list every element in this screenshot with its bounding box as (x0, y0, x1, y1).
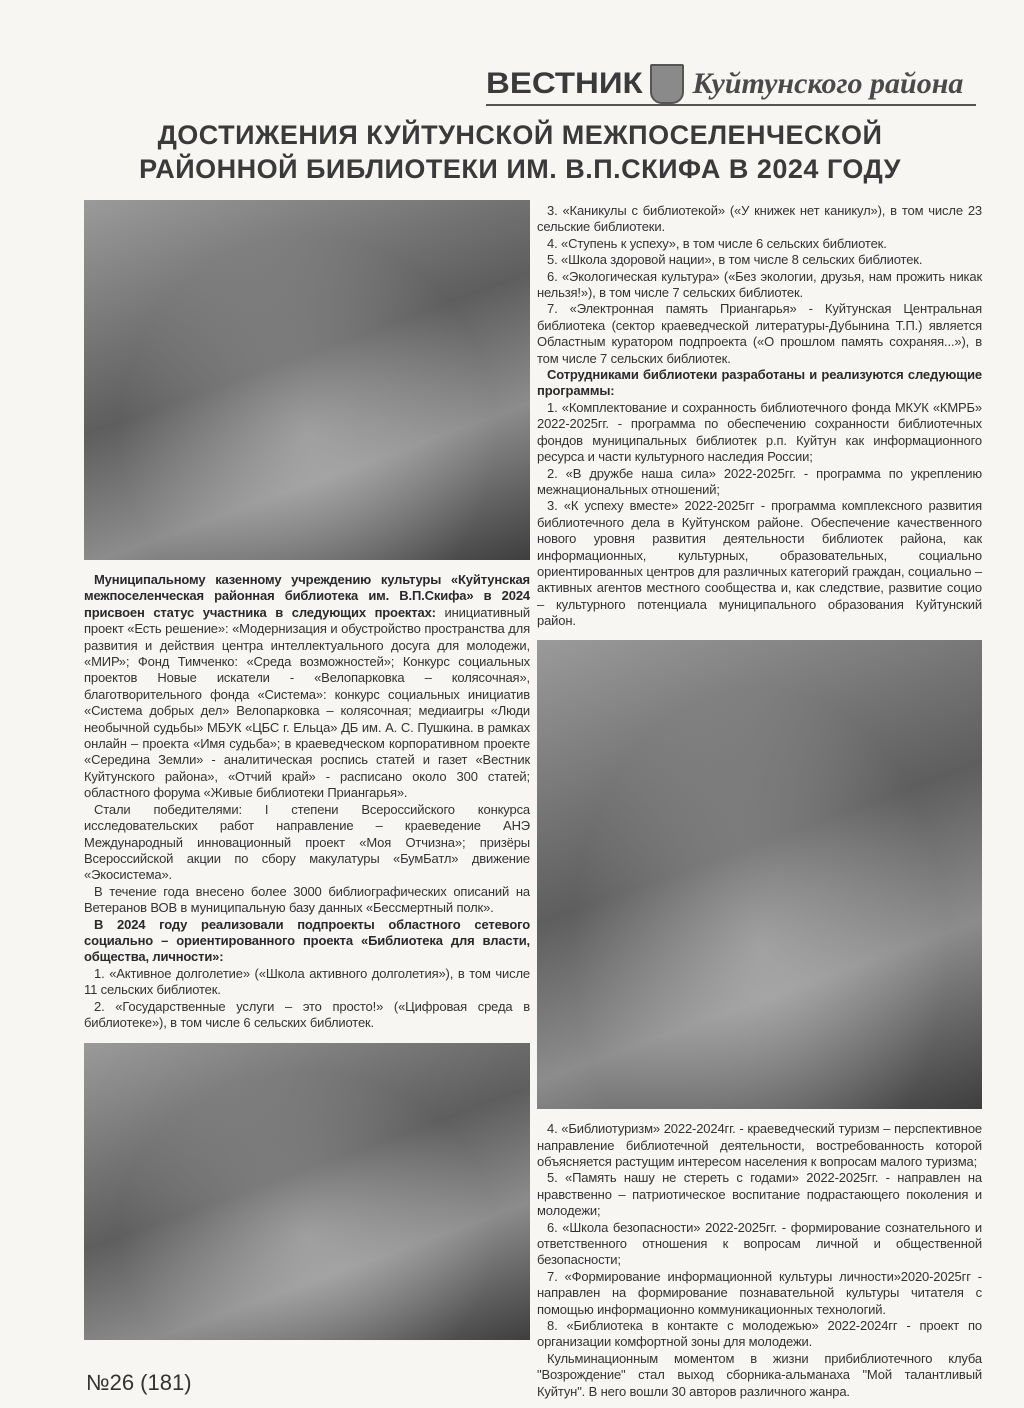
seminar-photo (537, 640, 982, 1110)
workshop-photo (84, 1043, 530, 1340)
right-column-text-bottom (537, 1121, 982, 1400)
paragraph (537, 203, 982, 236)
paragraph-lead: Сотрудниками библиотеки разработаны и реализуются следующие программы: (537, 367, 982, 399)
group-photo (84, 200, 530, 560)
paragraph (537, 367, 982, 400)
paragraph-text: инициативный проект «Есть решение»: «Модернизация и обустройство пространства для развития и действия центра интеллектуального досуга для молодежи, «МИР»; Фонд Тимченко: «Среда возможностей»; Конкурс социальных проектов Новые искатели - «Велопарковка – колясочная», благотворительного фонда «Система»: конкурс социальных инициатив «Система добрых дел» Велопарковка – колясочная; медиаигры «Люди необычной судьбы» МБУК «ЦБС г. Ельца» ДБ им. А. С. Пушкина. в рамках онлайн – проекта «Имя судьба»; в краеведческом корпоративном проекте «Середина Земли» - аналитическая роспись статей и газет «Вестник Куйтунского района», «Отчий край» - расписано около 300 статей; областного форума «Живые библиотеки Приангарья». (84, 604, 530, 801)
paragraph (537, 1121, 982, 1170)
masthead-divider (486, 104, 976, 106)
masthead-name: ВЕСТНИК (486, 67, 643, 100)
paragraph (537, 1170, 982, 1219)
paragraph (84, 572, 530, 802)
paragraph-text: 4. «Библиотуризм» 2022-2024гг. - краеведческий туризм – перспективное направление библиотечной деятельности, востребованность которой объясняется растущим интересом населения к вопросам малого туризма; (537, 1121, 982, 1169)
paragraph-text: 5. «Память нашу не стереть с годами» 2022-2025гг. - направлен на нравственно – патриотическое воспитание подрастающего поколения и молодежи; (537, 1170, 982, 1219)
paragraph-text: 7. «Электронная память Приангарья» - Куйтунская Центральная библиотека (сектор краеведческой литературы-Дубынина Т.П.) является Областным куратором подпроекта («О прошлом память сохраняя...»), в том числе 7 сельских библиотек. (537, 301, 982, 366)
coat-of-arms-icon (650, 64, 684, 104)
paragraph (84, 966, 530, 999)
paragraph-text: 7. «Формирование информационной культуры личности»2020-2025гг - направлен на формирование познавательной культуры читателя с помощью информационно коммуникационных технологий. (537, 1268, 982, 1317)
title-line: ДОСТИЖЕНИЯ КУЙТУНСКОЙ МЕЖПОСЕЛЕНЧЕСКОЙ (157, 120, 883, 150)
paragraph-text: 3. «К успеху вместе» 2022-2025гг - программа комплексного развития библиотечного дела в Куйтунском районе. Обеспечение качественного нового уровня развития деятельности библиотек района, как информационных, культурных, образовательных, социально ориентированных центров для различных категорий граждан, социально – активных агентов местного сообщества и, как следствие, развитие социо – культурного потенциала муниципального образования Куйтунский район. (537, 498, 982, 629)
paragraph (537, 269, 982, 302)
paragraph-text: Кульминационным моментом в жизни прибиблиотечного клуба "Возрождение" стал выход сборника-альманаха "Мой талантливый Куйтун". В него вошли 30 авторов различного жанра. (537, 1350, 982, 1399)
paragraph (537, 301, 982, 367)
paragraph (537, 498, 982, 629)
article-title (60, 118, 980, 186)
paragraph-text: 1. «Комплектование и сохранность библиотечного фонда МКУК «КМРБ» 2022-2025гг. - программа по обеспечению сохранности библиотечных фондов муниципальных библиотек р.п. Куйтун как информационного ресурса и части культурного наследия России; (537, 399, 982, 465)
paragraph (537, 252, 982, 268)
paragraph-text: 6. «Экологическая культура» («Без экологии, друзья, нам прожить никак нельзя!»), в том числе 7 сельских библиотек. (537, 268, 982, 301)
paragraph (84, 999, 530, 1032)
paragraph-lead: В 2024 году реализовали подпроекты областного сетевого социально – ориентированного проекта «Библиотека для власти, общества, личности»: (84, 916, 530, 965)
paragraph-lead: Муниципальному казенному учреждению культуры «Куйтунская межпоселенческая районная библиотека им. В.П.Скифа» в 2024 присвоен статус участника в следующих проектах: (84, 572, 530, 620)
paragraph-text: 6. «Школа безопасности» 2022-2025гг. - формирование сознательного и ответственного отношения к вопросам личной и общественной безопасности; (537, 1219, 982, 1268)
left-column-text (84, 572, 530, 1031)
paragraph (537, 1318, 982, 1351)
paragraph-text: Стали победителями: I степени Всероссийского конкурса исследовательских работ направление – краеведение АНЭ Международный инновационный проект «Моя Отчизна»; призёры Всероссийской акции по сбору макулатуры «БумБатл» движение «Экосистема». (84, 801, 530, 883)
paragraph-text: 4. «Ступень к успеху», в том числе 6 сельских библиотек. (547, 235, 887, 251)
masthead-subtitle: Куйтунского района (692, 67, 964, 100)
issue-number: №26 (181) (86, 1370, 198, 1396)
masthead (486, 62, 976, 106)
left-column (84, 200, 530, 1340)
paragraph (84, 917, 530, 966)
paragraph-text: В течение года внесено более 3000 библиографических описаний на Ветеранов ВОВ в муниципальную базу данных «Бессмертный полк». (84, 883, 530, 916)
title-line: РАЙОННОЙ БИБЛИОТЕКИ ИМ. В.П.СКИФА В 2024 ГОДУ (139, 154, 901, 184)
paragraph-text: 3. «Каникулы с библиотекой» («У книжек нет каникул»), в том числе 23 сельские библиотеки. (537, 203, 982, 235)
right-column-text-top (537, 203, 982, 630)
paragraph-text: 1. «Активное долголетие» («Школа активного долголетия»), в том числе 11 сельских библиотек. (84, 965, 530, 998)
paragraph (84, 802, 530, 884)
paragraph-text: 2. «Государственные услуги – это просто!» («Цифровая среда в библиотеке»), в том числе 6 сельских библиотек. (84, 998, 530, 1030)
paragraph-text: 8. «Библиотека в контакте с молодежью» 2022-2024гг - проект по организации комфортной зоны для молодежи. (537, 1317, 982, 1350)
paragraph (537, 1220, 982, 1269)
paragraph (537, 1351, 982, 1400)
paragraph-text: 5. «Школа здоровой нации», в том числе 8 сельских библиотек. (547, 252, 923, 268)
right-column (537, 203, 982, 1400)
paragraph (537, 236, 982, 252)
paragraph (537, 1269, 982, 1318)
paragraph-text: 2. «В дружбе наша сила» 2022-2025гг. - программа по укреплению межнациональных отношений; (537, 465, 982, 497)
paragraph (537, 466, 982, 499)
paragraph (84, 884, 530, 917)
paragraph (537, 400, 982, 466)
